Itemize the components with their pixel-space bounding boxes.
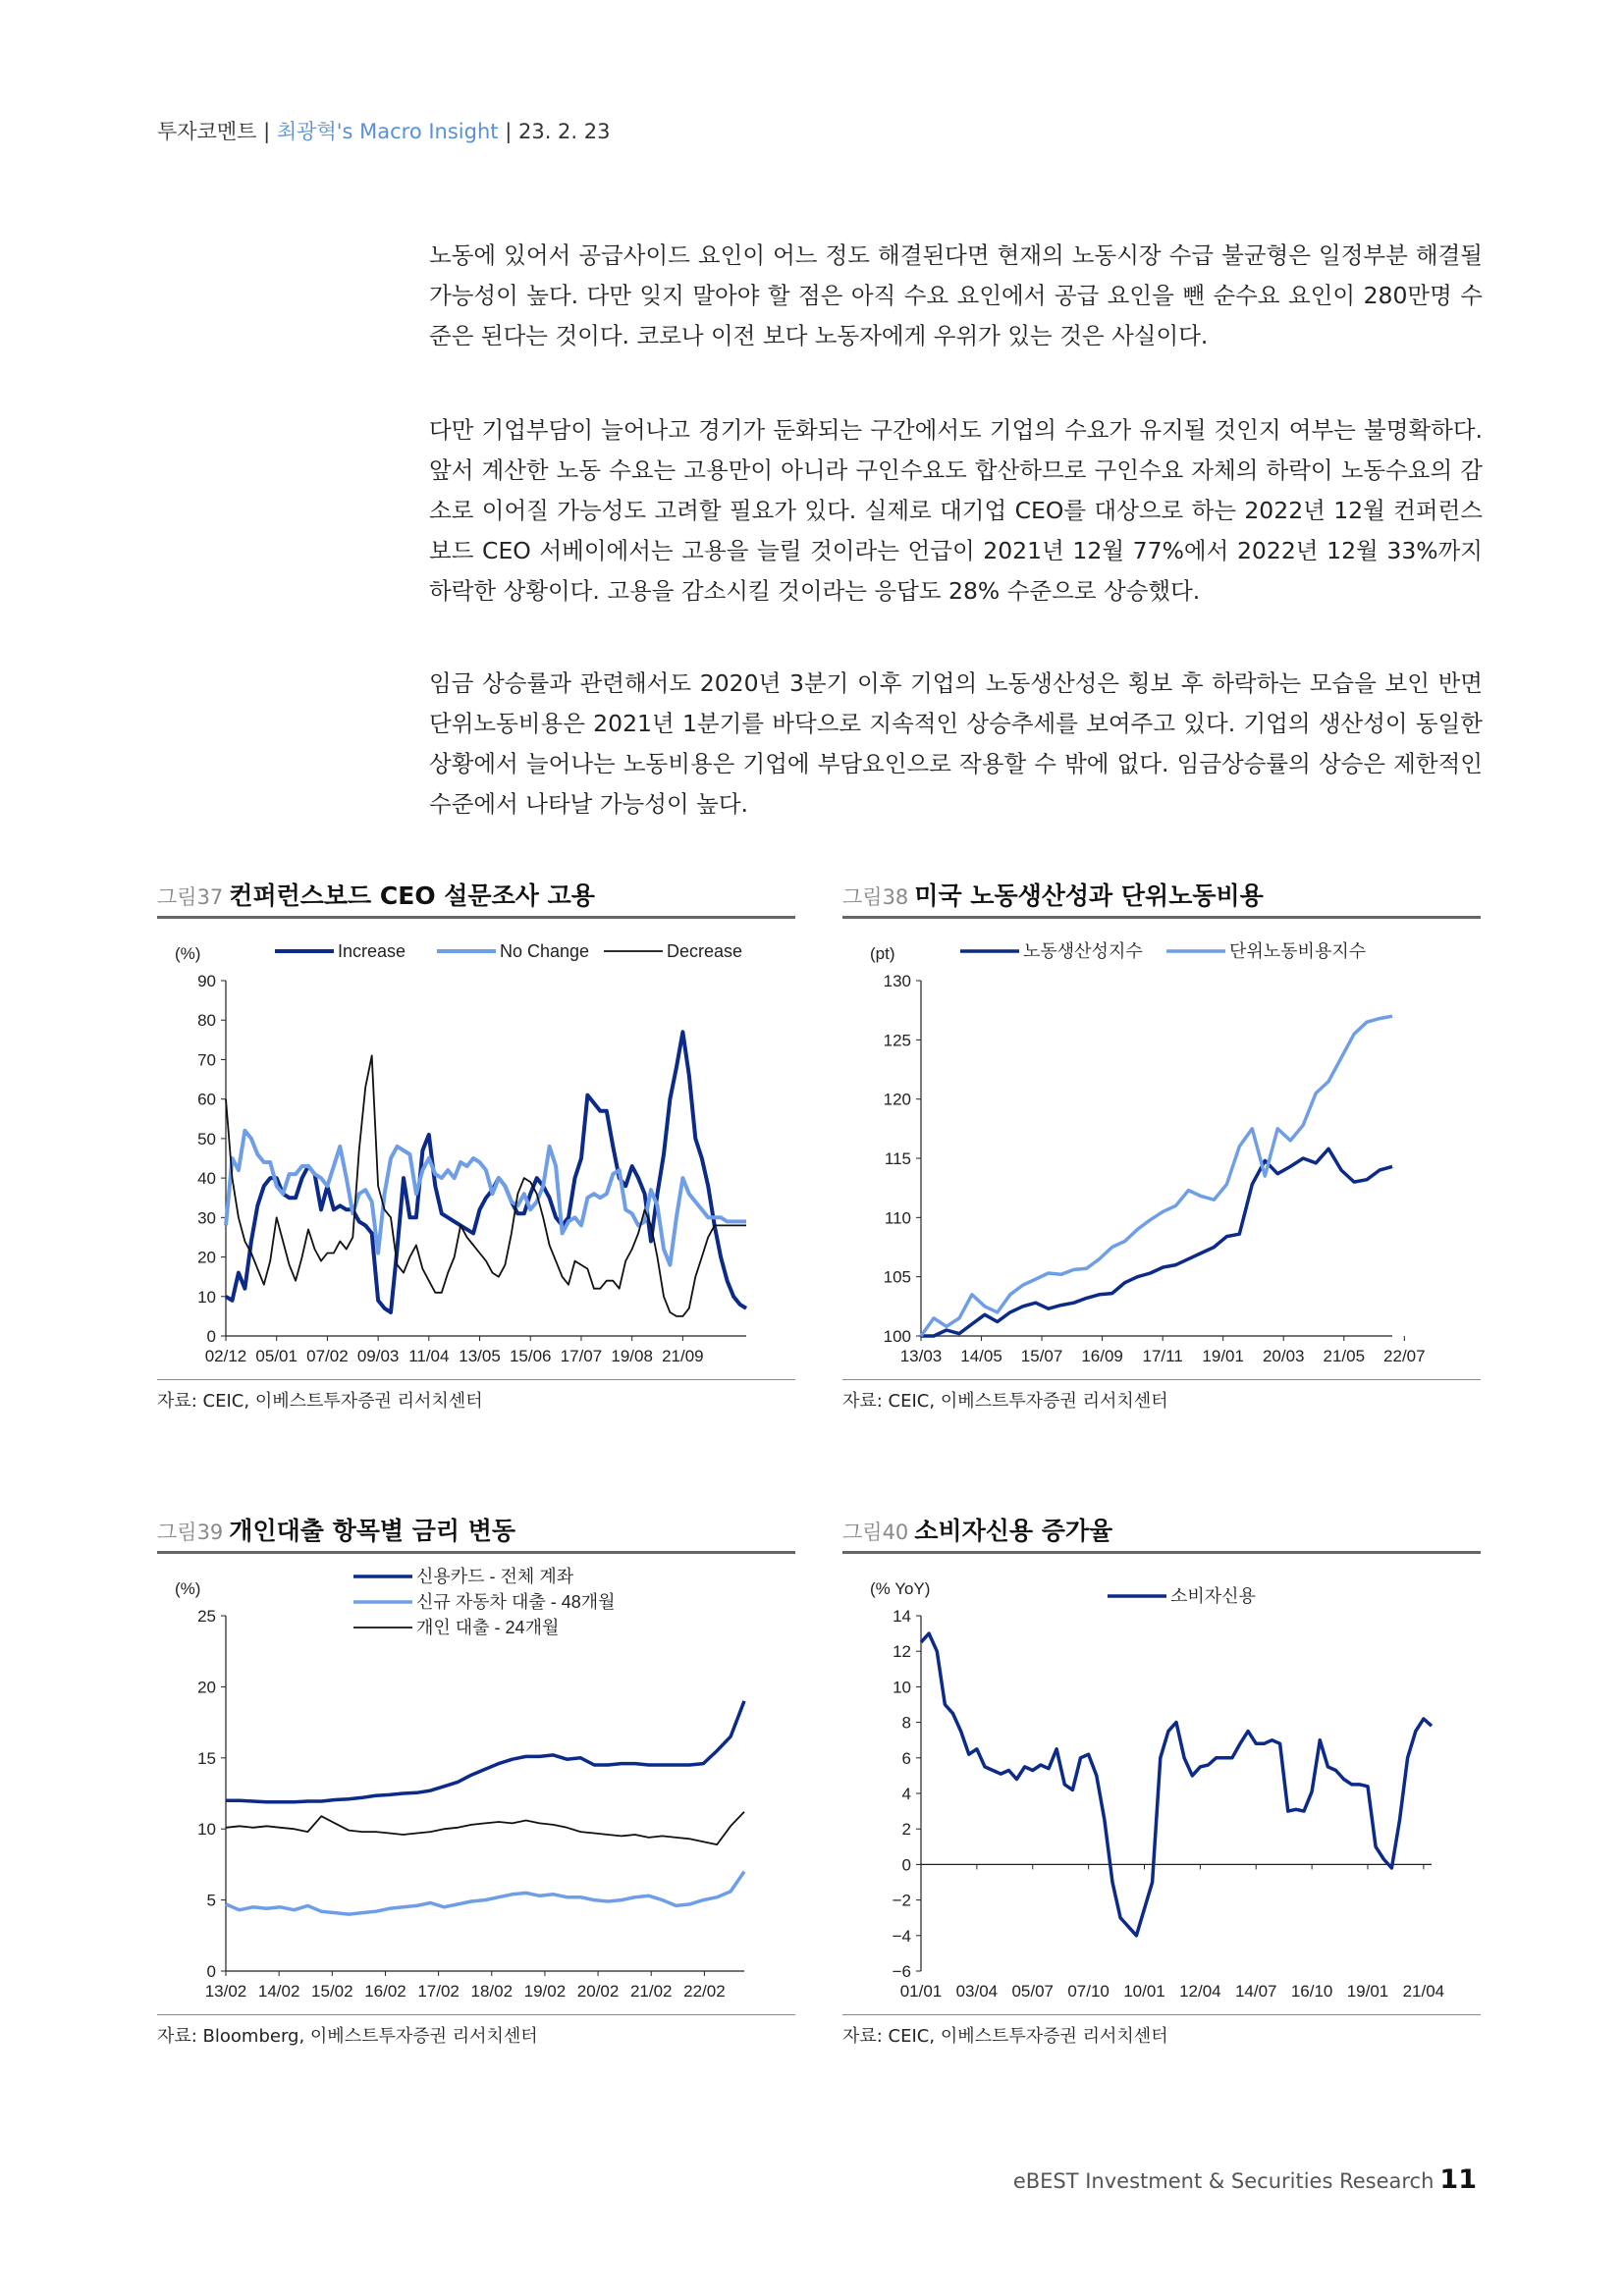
y-tick-label: 15 (197, 1748, 216, 1768)
y-unit-label: (pt) (870, 944, 895, 963)
header-series: 최광혁's Macro Insight (276, 120, 499, 143)
figure-bottom-rule (842, 1379, 1481, 1380)
figure-title (157, 877, 795, 912)
figure-rule (842, 1551, 1481, 1554)
x-tick-label: 21/09 (662, 1347, 704, 1365)
y-tick-label: 20 (197, 1678, 216, 1697)
figure-title (157, 1512, 795, 1547)
y-tick-label: 5 (206, 1891, 216, 1910)
x-tick-label: 21/05 (1323, 1347, 1366, 1365)
y-tick-label: 2 (901, 1820, 911, 1840)
header-divider: | (263, 120, 277, 143)
x-tick-label: 16/10 (1290, 1982, 1333, 2001)
x-tick-label: 13/02 (204, 1982, 247, 2001)
y-tick-label: 110 (884, 1208, 911, 1228)
figure-bottom-rule (157, 1379, 795, 1380)
x-tick-label: 17/11 (1142, 1347, 1183, 1365)
y-tick-label: 120 (883, 1090, 911, 1109)
page-number: 11 (1439, 2164, 1477, 2195)
y-tick-label: 6 (901, 1748, 911, 1768)
figure-rule (157, 916, 795, 919)
legend-label: 개인 대출 - 24개월 (416, 1618, 560, 1637)
legend-label: 단위노동비용지수 (1229, 941, 1367, 961)
figure-title-text: 컨퍼런스보드 CEO 설문조사 고용 (229, 881, 595, 910)
x-tick-label: 15/06 (509, 1347, 552, 1365)
figure-source: 자료: Bloomberg, 이베스트투자증권 리서치센터 (157, 2026, 538, 2047)
series-line (226, 1055, 746, 1316)
y-unit-label: (%) (175, 944, 201, 963)
x-tick-label: 15/07 (1020, 1347, 1063, 1365)
figure-number: 그림38 (842, 885, 909, 909)
chart-ceo-survey (157, 924, 795, 1385)
figure-title-text: 소비자신용 증가율 (914, 1517, 1113, 1545)
x-tick-label: 16/09 (1081, 1347, 1123, 1365)
figure-number: 그림40 (842, 1521, 909, 1544)
series-line (921, 1633, 1432, 1936)
y-tick-label: 25 (197, 1607, 216, 1626)
y-tick-label: −2 (892, 1891, 911, 1910)
x-tick-label: 09/03 (356, 1347, 400, 1365)
series-line (921, 1016, 1392, 1336)
x-tick-label: 05/01 (255, 1347, 298, 1365)
page-header (157, 116, 611, 145)
x-tick-label: 20/02 (576, 1982, 620, 2001)
x-tick-label: 19/01 (1202, 1347, 1244, 1365)
figure-40 (842, 1512, 1481, 2061)
figure-title (842, 877, 1481, 912)
x-tick-label: 03/04 (955, 1982, 999, 2001)
figure-number: 그림39 (157, 1521, 224, 1544)
y-tick-label: 0 (206, 1327, 216, 1346)
y-tick-label: 0 (206, 1962, 216, 1981)
y-tick-label: 10 (197, 1287, 216, 1307)
chart-productivity (842, 924, 1481, 1385)
y-tick-label: 40 (197, 1169, 216, 1189)
body-paragraph: 임금 상승률과 관련해서도 2020년 3분기 이후 기업의 노동생산성은 횡보 후 하락하는 모습을 보인 반면 단위노동비용은 2021년 1분기를 바닥으로 지속적인 상승추세를 보여주고 있다. 기업의 생산성이 동일한 상황에서 늘어나는 노동비용은 기업에 부담요인으로 작용할 수 밖에 없다. 임금상승률의 상승은 제한적인 수준에서 나타날 가능성이 높다. (429, 669, 1483, 818)
figure-source: 자료: CEIC, 이베스트투자증권 리서치센터 (842, 2026, 1168, 2047)
x-tick-label: 22/07 (1383, 1347, 1426, 1365)
y-tick-label: 80 (197, 1011, 216, 1031)
figure-39 (157, 1512, 795, 2061)
y-tick-label: 60 (197, 1090, 216, 1109)
figure-37 (157, 877, 795, 1426)
x-tick-label: 19/02 (523, 1982, 567, 2001)
figure-rule (157, 1551, 795, 1554)
body-paragraph: 노동에 있어서 공급사이드 요인이 어느 정도 해결된다면 현재의 노동시장 수급 불균형은 일정부분 해결될 가능성이 높다. 다만 잊지 말아야 할 점은 아직 수요 요인에서 공급 요인을 뺀 순수요 요인이 280만명 수준은 된다는 것이다. 코로나 이전 보다 노동자에게 우위가 있는 것은 사실이다. (429, 241, 1483, 349)
y-tick-label: 125 (883, 1031, 911, 1050)
y-tick-label: −6 (892, 1962, 911, 1981)
figure-title-text: 개인대출 항목별 금리 변동 (229, 1517, 516, 1545)
legend-label: 소비자신용 (1170, 1586, 1256, 1606)
y-tick-label: 130 (883, 972, 911, 990)
y-unit-label: (% YoY) (870, 1579, 931, 1598)
y-tick-label: 12 (893, 1642, 911, 1662)
y-tick-label: 90 (197, 972, 216, 990)
x-tick-label: 17/02 (417, 1982, 460, 2001)
x-tick-label: 16/02 (364, 1982, 406, 2001)
x-tick-label: 19/01 (1346, 1982, 1389, 2001)
y-tick-label: 30 (197, 1208, 216, 1228)
chart-loan-rates (157, 1559, 795, 2020)
x-tick-label: 12/04 (1179, 1982, 1221, 2001)
y-unit-label: (%) (175, 1579, 201, 1598)
y-tick-label: 14 (893, 1607, 911, 1626)
figure-bottom-rule (157, 2014, 795, 2015)
y-tick-label: 105 (883, 1267, 911, 1287)
series-line (226, 1701, 744, 1802)
x-tick-label: 21/04 (1402, 1982, 1445, 2001)
y-tick-label: −4 (892, 1926, 911, 1946)
legend-label: 신용카드 - 전체 계좌 (416, 1567, 574, 1586)
legend-label: 노동생산성지수 (1023, 941, 1143, 961)
page-footer (1013, 2164, 1477, 2195)
x-tick-label: 14/07 (1234, 1982, 1277, 2001)
x-tick-label: 14/02 (257, 1982, 300, 2001)
x-tick-label: 11/04 (408, 1347, 450, 1365)
figure-source: 자료: CEIC, 이베스트투자증권 리서치센터 (157, 1391, 483, 1412)
y-tick-label: 70 (197, 1050, 216, 1070)
x-tick-label: 05/07 (1011, 1982, 1055, 2001)
figure-title (842, 1512, 1481, 1547)
y-tick-label: 8 (901, 1713, 911, 1733)
figure-source: 자료: CEIC, 이베스트투자증권 리서치센터 (842, 1391, 1168, 1412)
x-tick-label: 13/05 (459, 1347, 501, 1365)
legend-label: 신규 자동차 대출 - 48개월 (416, 1592, 616, 1612)
y-tick-label: 50 (197, 1129, 216, 1148)
series-line (226, 1812, 744, 1844)
x-tick-label: 02/12 (204, 1347, 247, 1365)
legend-label: No Change (500, 941, 590, 961)
x-tick-label: 10/01 (1123, 1982, 1165, 2001)
x-tick-label: 18/02 (470, 1982, 514, 2001)
y-tick-label: 0 (901, 1855, 911, 1875)
y-tick-label: 115 (884, 1149, 911, 1168)
x-tick-label: 14/05 (960, 1347, 1002, 1365)
legend-label: Decrease (667, 941, 743, 961)
figure-title-text: 미국 노동생산성과 단위노동비용 (914, 881, 1264, 910)
x-tick-label: 07/02 (306, 1347, 349, 1365)
x-tick-label: 20/03 (1262, 1347, 1305, 1365)
x-tick-label: 19/08 (611, 1347, 653, 1365)
x-tick-label: 01/01 (899, 1982, 943, 2001)
body-paragraph: 다만 기업부담이 늘어나고 경기가 둔화되는 구간에서도 기업의 수요가 유지될 것인지 여부는 불명확하다. 앞서 계산한 노동 수요는 고용만이 아니라 구인수요도 합산하므로 구인수요 자체의 하락이 노동수요의 감소로 이어질 가능성도 고려할 필요가 있다. 실제로 대기업 CEO를 대상으로 하는 2022년 12월 컨퍼런스 보드 CEO 서베이에서는 고용을 늘릴 것이라는 언급이 2021년 12월 77%에서 2022년 12월 33%까지 하락한 상황이다. 고용을 감소시킬 것이라는 응답도 28% 수준으로 상승했다. (429, 416, 1483, 605)
chart-consumer-credit (842, 1559, 1481, 2020)
figure-number: 그림37 (157, 885, 224, 909)
x-tick-label: 07/10 (1067, 1982, 1110, 2001)
x-tick-label: 21/02 (629, 1982, 673, 2001)
figure-38 (842, 877, 1481, 1426)
footer-text: eBEST Investment & Securities Research (1012, 2169, 1435, 2193)
y-tick-label: 10 (893, 1678, 911, 1697)
x-tick-label: 17/07 (560, 1347, 603, 1365)
y-tick-label: 4 (901, 1785, 911, 1803)
legend-label: Increase (338, 941, 406, 961)
header-category: 투자코멘트 (157, 120, 257, 143)
x-tick-label: 15/02 (311, 1982, 353, 2001)
y-tick-label: 20 (197, 1248, 216, 1267)
header-divider: | (505, 120, 518, 143)
figure-bottom-rule (842, 2014, 1481, 2015)
x-tick-label: 22/02 (683, 1982, 726, 2001)
series-line (226, 1872, 744, 1915)
figure-rule (842, 916, 1481, 919)
header-date: 23. 2. 23 (517, 120, 611, 143)
y-tick-label: 10 (197, 1820, 216, 1840)
x-tick-label: 13/03 (899, 1347, 943, 1365)
y-tick-label: 100 (883, 1327, 911, 1346)
